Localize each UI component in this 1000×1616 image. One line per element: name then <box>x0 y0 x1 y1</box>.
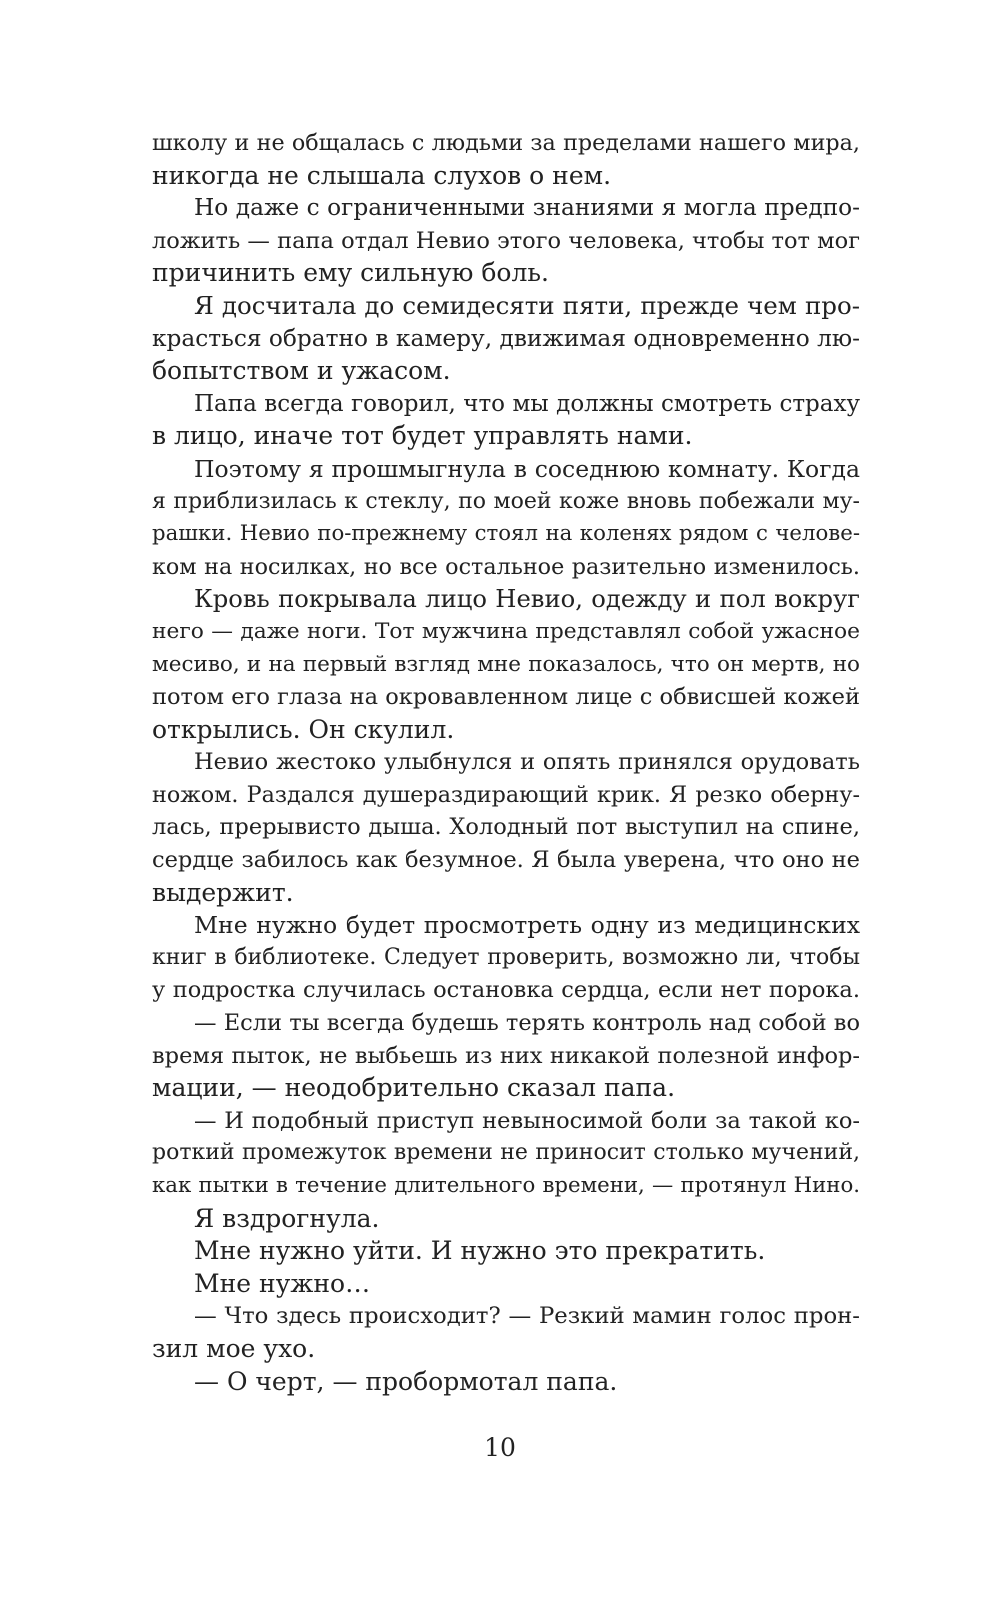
text-line: Мне нужно уйти. И нужно это прекратить. <box>194 1236 766 1266</box>
text-line: Но даже с ограниченными знаниями я могла предпо- <box>194 194 860 222</box>
text-line: Я вздрогнула. <box>194 1203 380 1233</box>
text-line: — Если ты всегда будешь терять контроль над собой во <box>194 1010 860 1037</box>
text-line: выдержит. <box>152 877 294 907</box>
page-number: 10 <box>484 1433 516 1462</box>
text-line: время пыток, не выбьешь из них никакой полезной инфор- <box>152 1042 860 1069</box>
text-line: в лицо, иначе тот будет управлять нами. <box>152 421 693 451</box>
text-line: книг в библиотеке. Следует проверить, возможно ли, чтобы <box>152 944 860 970</box>
text-line: — Что здесь происходит? — Резкий мамин голос прон- <box>194 1303 860 1330</box>
text-line: Мне нужно будет просмотреть одну из медицинских <box>194 911 860 940</box>
text-line: лась, прерывисто дыша. Холодный пот выступил на спине, <box>152 814 860 841</box>
text-line: зил мое ухо. <box>152 1333 316 1363</box>
text-line: я приблизилась к стеклу, по моей коже вновь побежали му- <box>152 488 860 514</box>
text-line: Кровь покрывала лицо Невио, одежду и пол вокруг <box>194 584 860 614</box>
text-line: роткий промежуток времени не приносит столько мучений, <box>152 1140 860 1166</box>
body-text <box>152 127 860 1398</box>
text-line: него — даже ноги. Тот мужчина представлял собой ужасное <box>152 618 860 644</box>
text-line: открылись. Он скулил. <box>152 714 455 744</box>
text-line: у подростка случилась остановка сердца, если нет порока. <box>152 977 860 1004</box>
text-line: месиво, и на первый взгляд мне показалось, что он мертв, но <box>152 651 860 677</box>
text-line: красться обратно в камеру, движимая одновременно лю- <box>152 324 860 352</box>
text-line: рашки. Невио по-прежнему стоял на коленях рядом с челове- <box>152 521 860 547</box>
text-line: никогда не слышала слухов о нем. <box>152 160 612 190</box>
text-line: ком на носилках, но все остальное разительно изменилось. <box>152 553 860 580</box>
text-line: — И подобный приступ невыносимой боли за такой ко- <box>194 1107 860 1134</box>
text-line: как пытки в течение длительного времени, — протянул Нино. <box>152 1173 860 1198</box>
text-line: мации, — неодобрительно сказал папа. <box>152 1073 676 1103</box>
text-line: сердце забилось как безумное. Я была уверена, что оно не <box>152 847 860 874</box>
text-line: Папа всегда говорил, что мы должны смотреть страху <box>194 390 860 417</box>
text-line: Я досчитала до семидесяти пяти, прежде чем про- <box>194 290 860 320</box>
text-line: бопытством и ужасом. <box>152 356 451 386</box>
text-line: Невио жестоко улыбнулся и опять принялся орудовать <box>194 749 860 776</box>
text-line: Мне нужно… <box>194 1268 371 1298</box>
text-line: школу и не общалась с людьми за пределами нашего мира, <box>152 130 860 156</box>
text-line: потом его глаза на окровавленном лице с обвисшей кожей <box>152 684 860 711</box>
text-line: ножом. Раздался душераздирающий крик. Я резко оберну- <box>152 781 860 808</box>
text-line: Поэтому я прошмыгнула в соседнюю комнату. Когда <box>194 454 860 483</box>
text-line: причинить ему сильную боль. <box>152 258 549 288</box>
text-line: ложить — папа отдал Невио этого человека, чтобы тот мог <box>152 227 860 254</box>
text-line: — О черт, — пробормотал папа. <box>194 1366 618 1396</box>
